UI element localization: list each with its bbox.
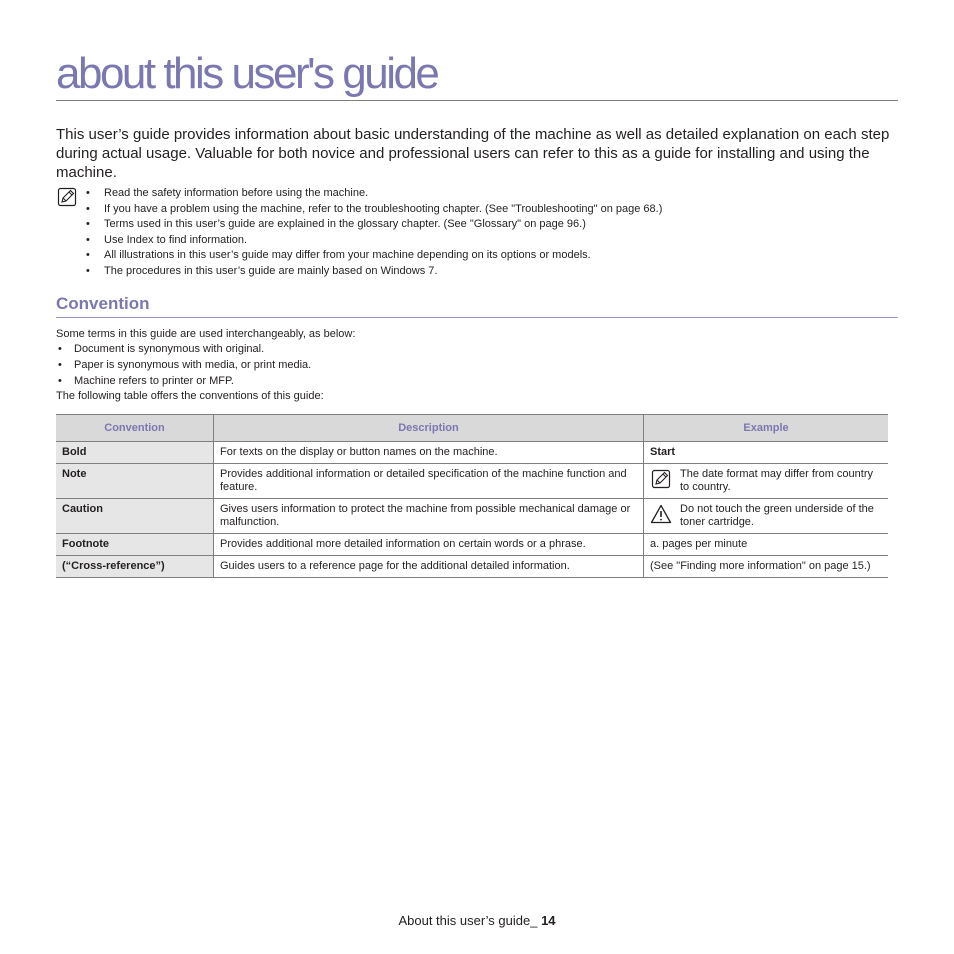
table-row	[56, 534, 888, 556]
title-divider	[56, 100, 898, 101]
example-text: The date format may differ from country to country.	[680, 468, 873, 493]
description-cell: Provides additional information or detailed specification of the machine function and feature.	[214, 464, 644, 499]
convention-intro: Some terms in this guide are used interchangeably, as below:	[56, 328, 356, 340]
example-text: Do not touch the green underside of the toner cartridge.	[680, 503, 874, 528]
conventions-table	[56, 414, 888, 578]
footer-text: About this user’s guide_	[398, 913, 542, 928]
example-cell	[644, 499, 889, 534]
convention-cell: Bold	[56, 442, 214, 464]
list-item: • Paper is synonymous with media, or print media.	[56, 358, 311, 374]
note-item: • If you have a problem using the machine, refer to the troubleshooting chapter. (See "Troubleshooting" on page 68.)	[84, 202, 662, 218]
note-item: • Terms used in this user’s guide are explained in the glossary chapter. (See "Glossary" on page 96.)	[84, 217, 662, 233]
description-cell: For texts on the display or button names on the machine.	[214, 442, 644, 464]
page-title: about this user's guide	[56, 49, 438, 98]
example-cell: a. pages per minute	[644, 534, 889, 556]
table-intro: The following table offers the conventions of this guide:	[56, 390, 324, 402]
table-row	[56, 442, 888, 464]
page-footer	[0, 913, 954, 928]
convention-cell: Footnote	[56, 534, 214, 556]
note-list	[84, 186, 662, 280]
convention-cell: Caution	[56, 499, 214, 534]
description-cell: Gives users information to protect the machine from possible mechanical damage or malfunction.	[214, 499, 644, 534]
list-item: • Document is synonymous with original.	[56, 342, 311, 358]
header-description: Description	[214, 415, 644, 442]
note-item: • The procedures in this user’s guide are mainly based on Windows 7.	[84, 264, 662, 280]
example-cell	[644, 464, 889, 499]
header-convention: Convention	[56, 415, 214, 442]
note-item: • All illustrations in this user’s guide may differ from your machine depending on its options or models.	[84, 248, 662, 264]
section-heading-convention: Convention	[56, 294, 150, 313]
description-cell: Provides additional more detailed information on certain words or a phrase.	[214, 534, 644, 556]
table-row	[56, 464, 888, 499]
example-cell: Start	[644, 442, 889, 464]
note-pencil-icon	[57, 187, 77, 207]
section-divider	[56, 317, 898, 318]
note-item: • Use Index to find information.	[84, 233, 662, 249]
note-pencil-icon	[650, 469, 672, 489]
page-number: 14	[541, 913, 556, 928]
example-cell: (See "Finding more information" on page 15.)	[644, 556, 889, 578]
convention-list	[56, 342, 311, 389]
convention-cell: (“Cross-reference”)	[56, 556, 214, 578]
convention-cell: Note	[56, 464, 214, 499]
table-header-row	[56, 415, 888, 442]
caution-triangle-icon	[650, 504, 672, 524]
table-row	[56, 499, 888, 534]
intro-paragraph: This user’s guide provides information about basic understanding of the machine as well as detailed explanation on each step during actual usage. Valuable for both novice and professional users can refer to this as a guide for installing and using the machine.	[56, 126, 890, 181]
note-item: • Read the safety information before using the machine.	[84, 186, 662, 202]
list-item: • Machine refers to printer or MFP.	[56, 374, 311, 390]
description-cell: Guides users to a reference page for the additional detailed information.	[214, 556, 644, 578]
header-example: Example	[644, 415, 889, 442]
table-row	[56, 556, 888, 578]
